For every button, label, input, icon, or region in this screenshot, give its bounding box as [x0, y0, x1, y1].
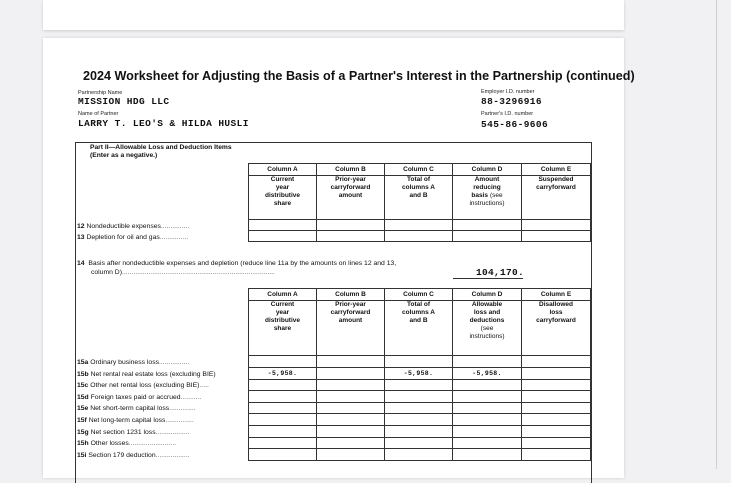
line-15a-col-d[interactable] [453, 356, 522, 368]
line-15g-col-d[interactable] [453, 425, 522, 437]
col-d-desc: Amount reducing basis (see instructions) [453, 176, 522, 220]
col-e-header: Column E [522, 164, 591, 176]
col-c-header: Column C [385, 164, 453, 176]
col-b-desc: Prior-year carryforward amount [317, 176, 385, 220]
part2-title [90, 144, 232, 160]
line-15i-col-d[interactable] [453, 449, 522, 461]
line-15b-col-a[interactable]: -5,958. [249, 367, 317, 379]
col-c-desc: Total of columns A and B [385, 176, 453, 220]
row13-col-e[interactable] [522, 231, 591, 242]
row12-col-e[interactable] [522, 220, 591, 231]
col-b-header: Column B [317, 164, 385, 176]
line-15b-label: 15b Net rental real estate loss (excluding BIE) [77, 370, 216, 378]
partner-id-label: Partner's I.D. number [481, 111, 534, 117]
col-a-header: Column A [249, 289, 317, 301]
previous-page [43, 0, 624, 30]
row13-col-c[interactable] [385, 231, 453, 242]
line-15f-label: 15f Net long-term capital loss............... [77, 417, 194, 424]
line-15e-col-e[interactable] [522, 402, 591, 414]
line-15b-col-d[interactable]: -5,958. [453, 367, 522, 379]
line-15h-col-b[interactable] [317, 437, 385, 449]
line-15e-col-a[interactable] [249, 402, 317, 414]
line-15h-col-d[interactable] [453, 437, 522, 449]
line-15b-col-c[interactable]: -5,958. [385, 367, 453, 379]
table-lines-15 [248, 288, 591, 461]
line-15c-col-b[interactable] [317, 379, 385, 391]
line-13-label: 13 Depletion for oil and gas............... [77, 234, 189, 241]
line-15d-col-b[interactable] [317, 391, 385, 403]
line-15c-label: 15c Other net rental loss (excluding BIE)..... [77, 382, 209, 390]
col-d-desc: Allowable loss and deductions (see instructions) [453, 301, 522, 356]
line-15c-col-d[interactable] [453, 379, 522, 391]
line-15g-col-e[interactable] [522, 425, 591, 437]
col-e-header: Column E [522, 289, 591, 301]
table-row [249, 425, 591, 437]
partner-id-value: 545-86-9606 [481, 119, 549, 130]
line-15e-col-c[interactable] [385, 402, 453, 414]
table-row [249, 402, 591, 414]
col-c-header: Column C [385, 289, 453, 301]
table-row [249, 449, 591, 461]
line-15c-col-c[interactable] [385, 379, 453, 391]
worksheet-page [43, 38, 635, 478]
form-title: 2024 Worksheet for Adjusting the Basis of a Partner's Interest in the Partnership (continued) [83, 69, 635, 83]
line-15d-label: 15d Foreign taxes paid or accrued........... [77, 393, 202, 401]
line-14-text: 14 Basis after nondeductible expenses and depletion (reduce line 11a by the amounts on lines 12 and 13, column D)................................................................................. [77, 260, 397, 276]
line-15g-label: 15g Net section 1231 loss.................. [77, 428, 190, 436]
line-15e-label: 15e Net short-term capital loss.............. [77, 405, 196, 413]
line-15a-col-e[interactable] [522, 356, 591, 368]
row13-col-b[interactable] [317, 231, 385, 242]
line-15f-col-c[interactable] [385, 414, 453, 426]
line-15g-col-b[interactable] [317, 425, 385, 437]
row13-col-a[interactable] [249, 231, 317, 242]
line-15c-col-e[interactable] [522, 379, 591, 391]
line-15i-col-a[interactable] [249, 449, 317, 461]
table-row [249, 356, 591, 368]
partner-name: LARRY T. LEO'S & HILDA HUSLI [78, 118, 249, 129]
col-e-desc: Disallowed loss carryforward [522, 301, 591, 356]
row13-col-d[interactable] [453, 231, 522, 242]
line-15g-col-a[interactable] [249, 425, 317, 437]
line-15d-col-e[interactable] [522, 391, 591, 403]
partnership-name-label: Partnership Name [78, 90, 123, 96]
line-15a-col-b[interactable] [317, 356, 385, 368]
table-row [249, 414, 591, 426]
row12-col-b[interactable] [317, 220, 385, 231]
viewer-edge [716, 0, 717, 469]
table-row [249, 391, 591, 403]
line-15d-col-d[interactable] [453, 391, 522, 403]
row12-col-a[interactable] [249, 220, 317, 231]
col-a-desc: Current year distributive share [249, 301, 317, 356]
line-15b-col-e[interactable] [522, 367, 591, 379]
col-b-header: Column B [317, 289, 385, 301]
col-d-header: Column D [453, 164, 522, 176]
line-15c-col-a[interactable] [249, 379, 317, 391]
line-15h-col-c[interactable] [385, 437, 453, 449]
part2-title-line1: Part II—Allowable Loss and Deduction Items [90, 144, 232, 151]
partnership-name: MISSION HDG LLC [78, 96, 170, 107]
ein-value: 88-3296916 [481, 96, 543, 107]
row12-col-d[interactable] [453, 220, 522, 231]
line-15e-col-b[interactable] [317, 402, 385, 414]
line-15a-label: 15a Ordinary business loss................ [77, 359, 190, 366]
row12-col-c[interactable] [385, 220, 453, 231]
line-15g-col-c[interactable] [385, 425, 453, 437]
line-15f-col-e[interactable] [522, 414, 591, 426]
table-columns-12-13 [248, 163, 591, 242]
line-14-value: 104,170. [476, 267, 525, 278]
line-14-underline [453, 278, 523, 279]
part2-title-line2: (Enter as a negative.) [90, 152, 158, 159]
table-row [249, 367, 591, 379]
table-row [249, 379, 591, 391]
line-15f-col-a[interactable] [249, 414, 317, 426]
line-15d-col-c[interactable] [385, 391, 453, 403]
line-15h-col-a[interactable] [249, 437, 317, 449]
line-15i-col-e[interactable] [522, 449, 591, 461]
col-a-header: Column A [249, 164, 317, 176]
line-15f-col-d[interactable] [453, 414, 522, 426]
line-15e-col-d[interactable] [453, 402, 522, 414]
line-15i-col-c[interactable] [385, 449, 453, 461]
col-a-desc: Current year distributive share [249, 176, 317, 220]
col-e-desc: Suspended carryforward [522, 176, 591, 220]
partner-name-label: Name of Partner [78, 111, 119, 117]
line-15i-label: 15i Section 179 deduction.................. [77, 451, 190, 459]
line-15d-col-a[interactable] [249, 391, 317, 403]
line-12-label: 12 Nondeductible expenses............... [77, 223, 190, 230]
line-15b-col-b[interactable] [317, 367, 385, 379]
col-c-desc: Total of columns A and B [385, 301, 453, 356]
col-d-header: Column D [453, 289, 522, 301]
line-15f-col-b[interactable] [317, 414, 385, 426]
line-15a-col-c[interactable] [385, 356, 453, 368]
col-b-desc: Prior-year carryforward amount [317, 301, 385, 356]
table-row [249, 437, 591, 449]
line-15a-col-a[interactable] [249, 356, 317, 368]
ein-label: Employer I.D. number [481, 89, 535, 95]
line-15i-col-b[interactable] [317, 449, 385, 461]
line-15h-col-e[interactable] [522, 437, 591, 449]
line-15h-label: 15h Other losses......................... [77, 440, 176, 448]
